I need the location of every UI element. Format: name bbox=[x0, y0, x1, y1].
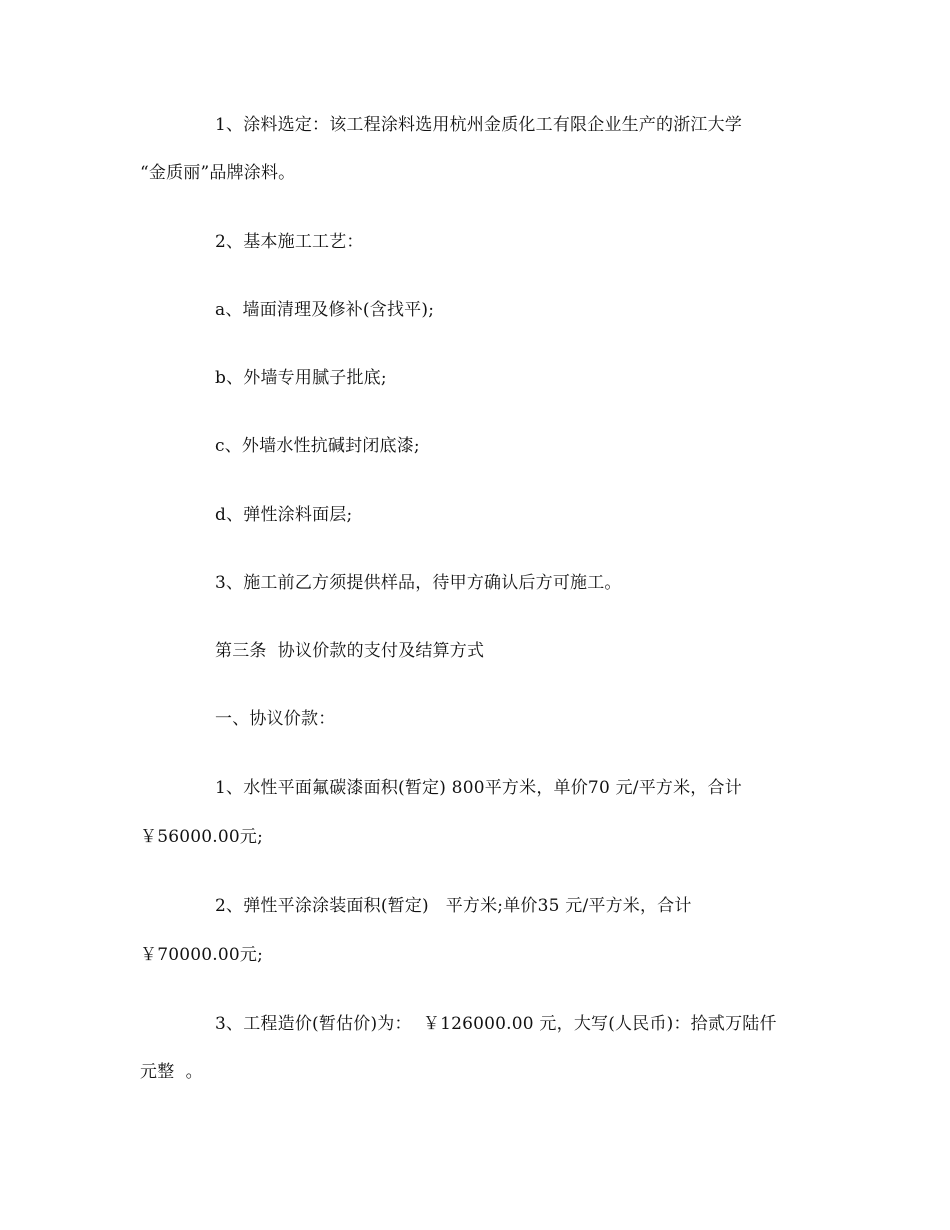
section-heading-price: 一、协议价款： bbox=[215, 709, 336, 729]
price-item-2: 2、弹性平涂涂装面积(暂定) 平方米;单价35 元/平方米，合计 bbox=[215, 896, 692, 916]
paragraph-basic-process: 2、基本施工工艺： bbox=[215, 232, 364, 252]
article-heading: 第三条 协议价款的支付及结算方式 bbox=[215, 641, 485, 661]
price-item-3: 3、工程造价(暂估价)为： ￥126000.00 元，大写(人民币)：拾贰万陆仟 bbox=[215, 1014, 777, 1034]
price-item-2-total: ￥70000.00元; bbox=[140, 945, 264, 965]
list-item-b: b、外墙专用腻子批底; bbox=[215, 368, 387, 388]
price-item-1: 1、水性平面氟碳漆面积(暂定) 800平方米，单价70 元/平方米，合计 bbox=[215, 778, 742, 798]
price-item-3-cont: 元整 。 bbox=[140, 1062, 203, 1082]
paragraph-coating-selection: 1、涂料选定：该工程涂料选用杭州金质化工有限企业生产的浙江大学 bbox=[215, 115, 743, 135]
list-item-a: a、墙面清理及修补(含找平); bbox=[215, 300, 435, 320]
paragraph-coating-selection-cont: “金质丽”品牌涂料。 bbox=[140, 163, 296, 183]
list-item-c: c、外墙水性抗碱封闭底漆; bbox=[215, 436, 420, 456]
list-item-d: d、弹性涂料面层; bbox=[215, 505, 353, 525]
price-item-1-total: ￥56000.00元; bbox=[140, 827, 264, 847]
paragraph-sample: 3、施工前乙方须提供样品，待甲方确认后方可施工。 bbox=[215, 573, 622, 593]
